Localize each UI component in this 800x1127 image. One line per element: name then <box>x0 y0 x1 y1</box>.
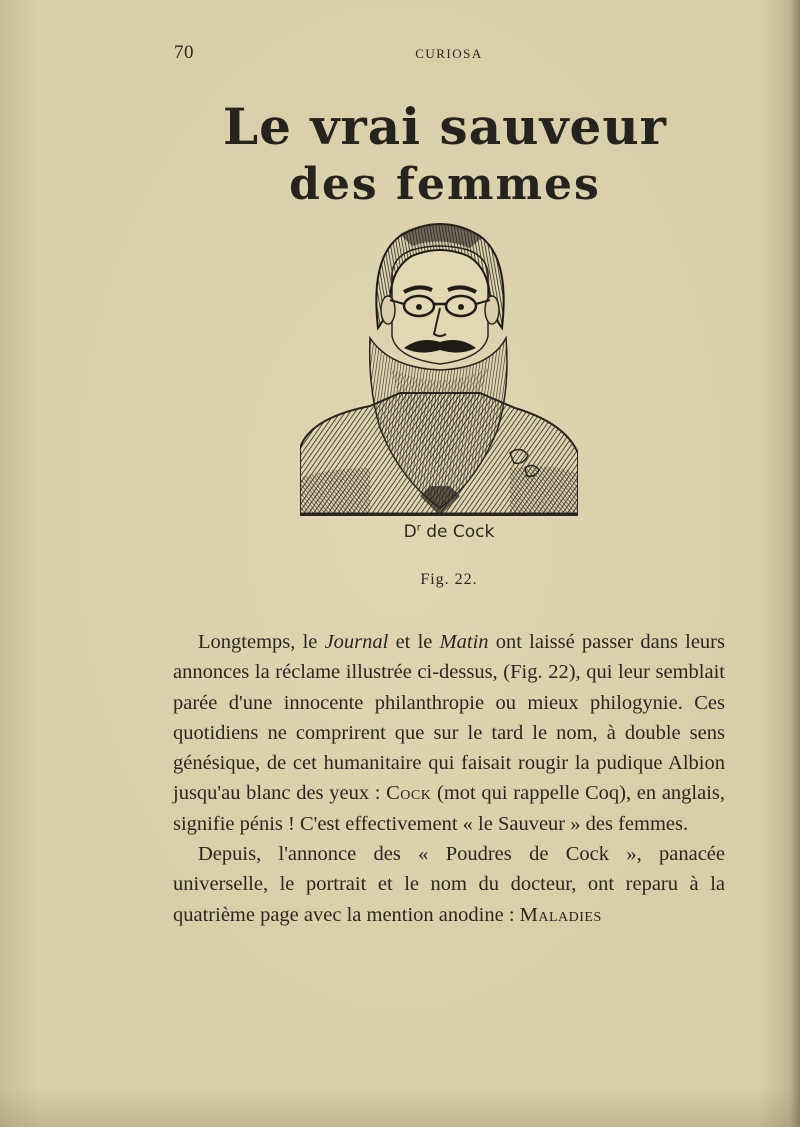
advertisement-title-line1: Le vrai sauveur <box>222 97 668 156</box>
cock-small-caps: Cock <box>386 782 432 805</box>
paragraph-1-text-2: et le <box>388 631 440 653</box>
running-head: CURIOSA <box>415 46 483 61</box>
paragraph-1-text-3: ont laissé passer dans leurs annonces la réclame illustrée ci-dessus, (Fig. 22), qui leur semblait parée d'une innocente philanthropie ou mieux philogynie. Ces quotidiens ne comprirent que sur le tard le nom, à double sens génésique, de cet humanitaire qui faisait rougir la pudique Albion jusqu'au blanc des yeux : <box>173 631 725 805</box>
journal-title-italic: Journal <box>324 631 389 653</box>
paragraph-1-text-1: Longtemps, le <box>198 631 325 653</box>
body-text <box>173 627 725 930</box>
caption-prefix: D <box>403 522 417 542</box>
advertisement-title-line2: des femmes <box>289 159 601 210</box>
matin-title-italic: Matin <box>439 631 489 653</box>
paragraph-2-text-1: Depuis, l'annonce des « Poudres de Cock », panacée universelle, le portrait et le nom du docteur, ont reparu à la quatrième page avec la mention anodine : <box>173 843 725 926</box>
page-number: 70 <box>174 42 194 63</box>
page-bottom-shadow <box>0 1087 800 1127</box>
bearded-man-portrait-icon <box>300 218 578 516</box>
portrait-caption <box>0 522 800 542</box>
paragraph-2 <box>173 839 725 930</box>
page-edge-shadow <box>790 0 800 1127</box>
paragraph-1-text-4: (mot qui rappelle Coq), en anglais, signifie pénis ! C'est effectivement « le Sauveur » des femmes. <box>173 782 726 835</box>
maladies-small-caps: Maladies <box>519 903 602 926</box>
paragraph-1 <box>173 627 725 839</box>
figure-label: Fig. 22. <box>420 571 478 588</box>
advertisement-title <box>170 97 720 210</box>
caption-name: de Cock <box>420 522 495 542</box>
caption-superscript: r <box>416 522 421 534</box>
